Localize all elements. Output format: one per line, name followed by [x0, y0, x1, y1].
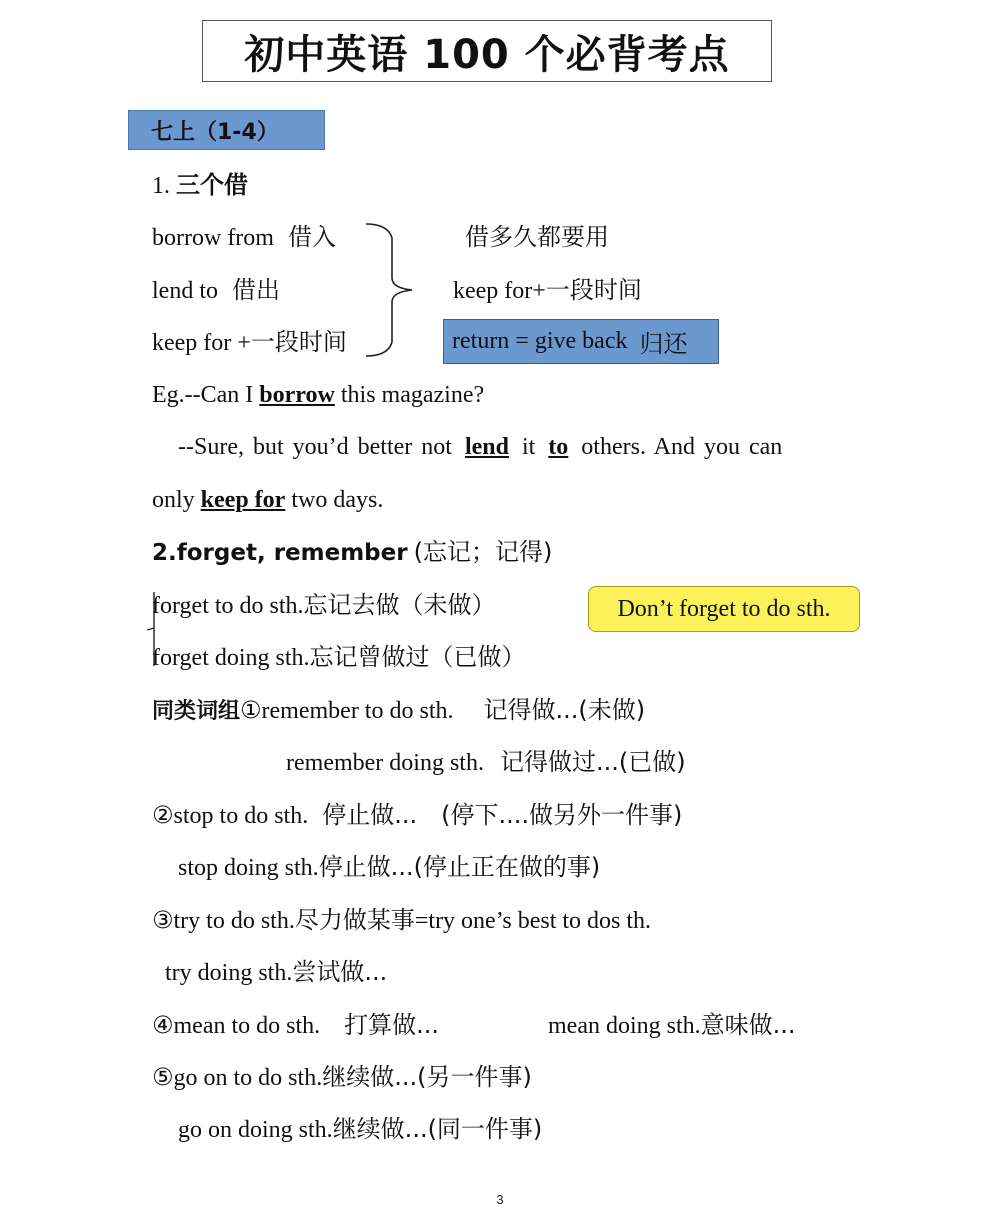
group1a-row	[152, 695, 645, 727]
group4-number: ④	[152, 1011, 174, 1039]
group3-number: ③	[152, 906, 174, 934]
right-brace	[362, 220, 424, 360]
reply-part-d: two days.	[291, 487, 384, 513]
group1b-en: remember doing sth.	[286, 750, 484, 776]
lend-en: lend to	[152, 278, 218, 304]
group3a-zh: 尽力做某事	[294, 906, 415, 934]
group1b-zh: 记得做过...(已做)	[499, 748, 686, 776]
group5-number: ⑤	[152, 1063, 174, 1091]
item1-title: 三个借	[176, 171, 248, 199]
lend-zh: 借出	[232, 276, 280, 304]
return-box-zh: 归还	[639, 330, 688, 358]
group2b-row	[178, 852, 600, 883]
group5a-zh: 继续做...(另一件事)	[322, 1063, 532, 1091]
item2-heading	[152, 537, 552, 568]
group5b-row	[178, 1114, 542, 1145]
group2b-zh: 停止做...(停止正在做的事)	[318, 853, 601, 881]
forget-doing-row	[152, 642, 526, 673]
forget-doing-zh: 忘记曾做过（已做）	[309, 643, 526, 671]
item1-number: 1.	[152, 173, 170, 199]
borrow-zh: 借入	[287, 223, 336, 251]
group5b-zh: 继续做...(同一件事)	[332, 1115, 543, 1143]
group1b-row	[286, 747, 686, 778]
brace-note-keep-en: keep for+	[453, 278, 546, 304]
item2-title: 2.forget, remember	[152, 540, 408, 566]
group4b-en: mean doing sth.	[548, 1013, 701, 1039]
group2a-zh: 停止做...	[322, 801, 418, 829]
group2a-note: (停下....做另外一件事)	[441, 801, 683, 829]
forget-to-zh: 忘记去做（未做）	[303, 591, 496, 619]
forget-to-en: forget to do sth.	[152, 593, 304, 619]
example-borrow: borrow	[259, 382, 335, 408]
example-question	[152, 380, 484, 410]
brace-note-keep-zh: 一段时间	[545, 276, 642, 304]
section-tag: 七上（1-4）	[128, 110, 325, 150]
group3a-row	[152, 905, 651, 936]
group1-number: ①	[240, 696, 262, 724]
borrow-en: borrow from	[152, 225, 274, 251]
group2a-row	[152, 800, 682, 831]
group4b-zh: 意味做...	[700, 1011, 796, 1039]
group3a-eq: =try one’s best to dos th.	[414, 908, 652, 934]
keep-en: keep for +	[152, 330, 251, 356]
group1a-en: remember to do sth.	[261, 698, 454, 724]
group4a-zh: 打算做...	[344, 1011, 440, 1039]
reply-it: it	[521, 434, 536, 460]
group3a-en: try to do sth.	[173, 908, 295, 934]
reply-keep-for: keep for	[200, 487, 286, 513]
group3b-row	[165, 957, 387, 988]
reply-to: to	[548, 434, 569, 460]
example-prefix: Eg.--Can I	[152, 382, 254, 408]
example-reply-cont	[152, 485, 383, 515]
group4a-en: mean to do sth.	[173, 1013, 321, 1039]
lend-row	[152, 275, 280, 306]
group5a-en: go on to do sth.	[173, 1065, 323, 1091]
example-reply	[178, 432, 782, 462]
group3b-en: try doing sth.	[165, 960, 293, 986]
group2-number: ②	[152, 801, 174, 829]
group2b-en: stop doing sth.	[178, 855, 319, 881]
group3b-zh: 尝试做...	[292, 958, 388, 986]
brace-note-duration: 借多久都要用	[465, 223, 609, 251]
group4b-row	[548, 1010, 796, 1041]
reply-part-b: others. And you can	[581, 434, 783, 460]
brace-note-keep	[453, 275, 642, 306]
similar-label: 同类词组	[152, 699, 241, 724]
yellow-highlight-box: Don’t forget to do sth.	[588, 586, 860, 632]
group1a-zh: 记得做...(未做)	[483, 696, 646, 724]
group5b-en: go on doing sth.	[178, 1117, 333, 1143]
item2-title-zh: (忘记；记得)	[413, 538, 553, 566]
reply-lend: lend	[464, 434, 509, 460]
forget-doing-en: forget doing sth.	[152, 645, 310, 671]
page-title: 初中英语 100 个必背考点	[202, 20, 772, 82]
page-number: 3	[496, 1192, 504, 1207]
reply-part-c: only	[152, 487, 195, 513]
forget-to-row	[152, 590, 496, 621]
return-highlight-box	[443, 319, 719, 364]
keep-row	[152, 327, 347, 358]
item1-heading	[152, 170, 248, 201]
group5a-row	[152, 1062, 532, 1093]
return-box-en: return = give back	[452, 328, 628, 354]
reply-part-a: --Sure, but you’d better not	[178, 434, 452, 460]
borrow-row	[152, 222, 336, 253]
group2a-en: stop to do sth.	[173, 803, 309, 829]
group4-row	[152, 1010, 439, 1041]
keep-zh: 一段时间	[250, 328, 347, 356]
example-rest: this magazine?	[340, 382, 485, 408]
